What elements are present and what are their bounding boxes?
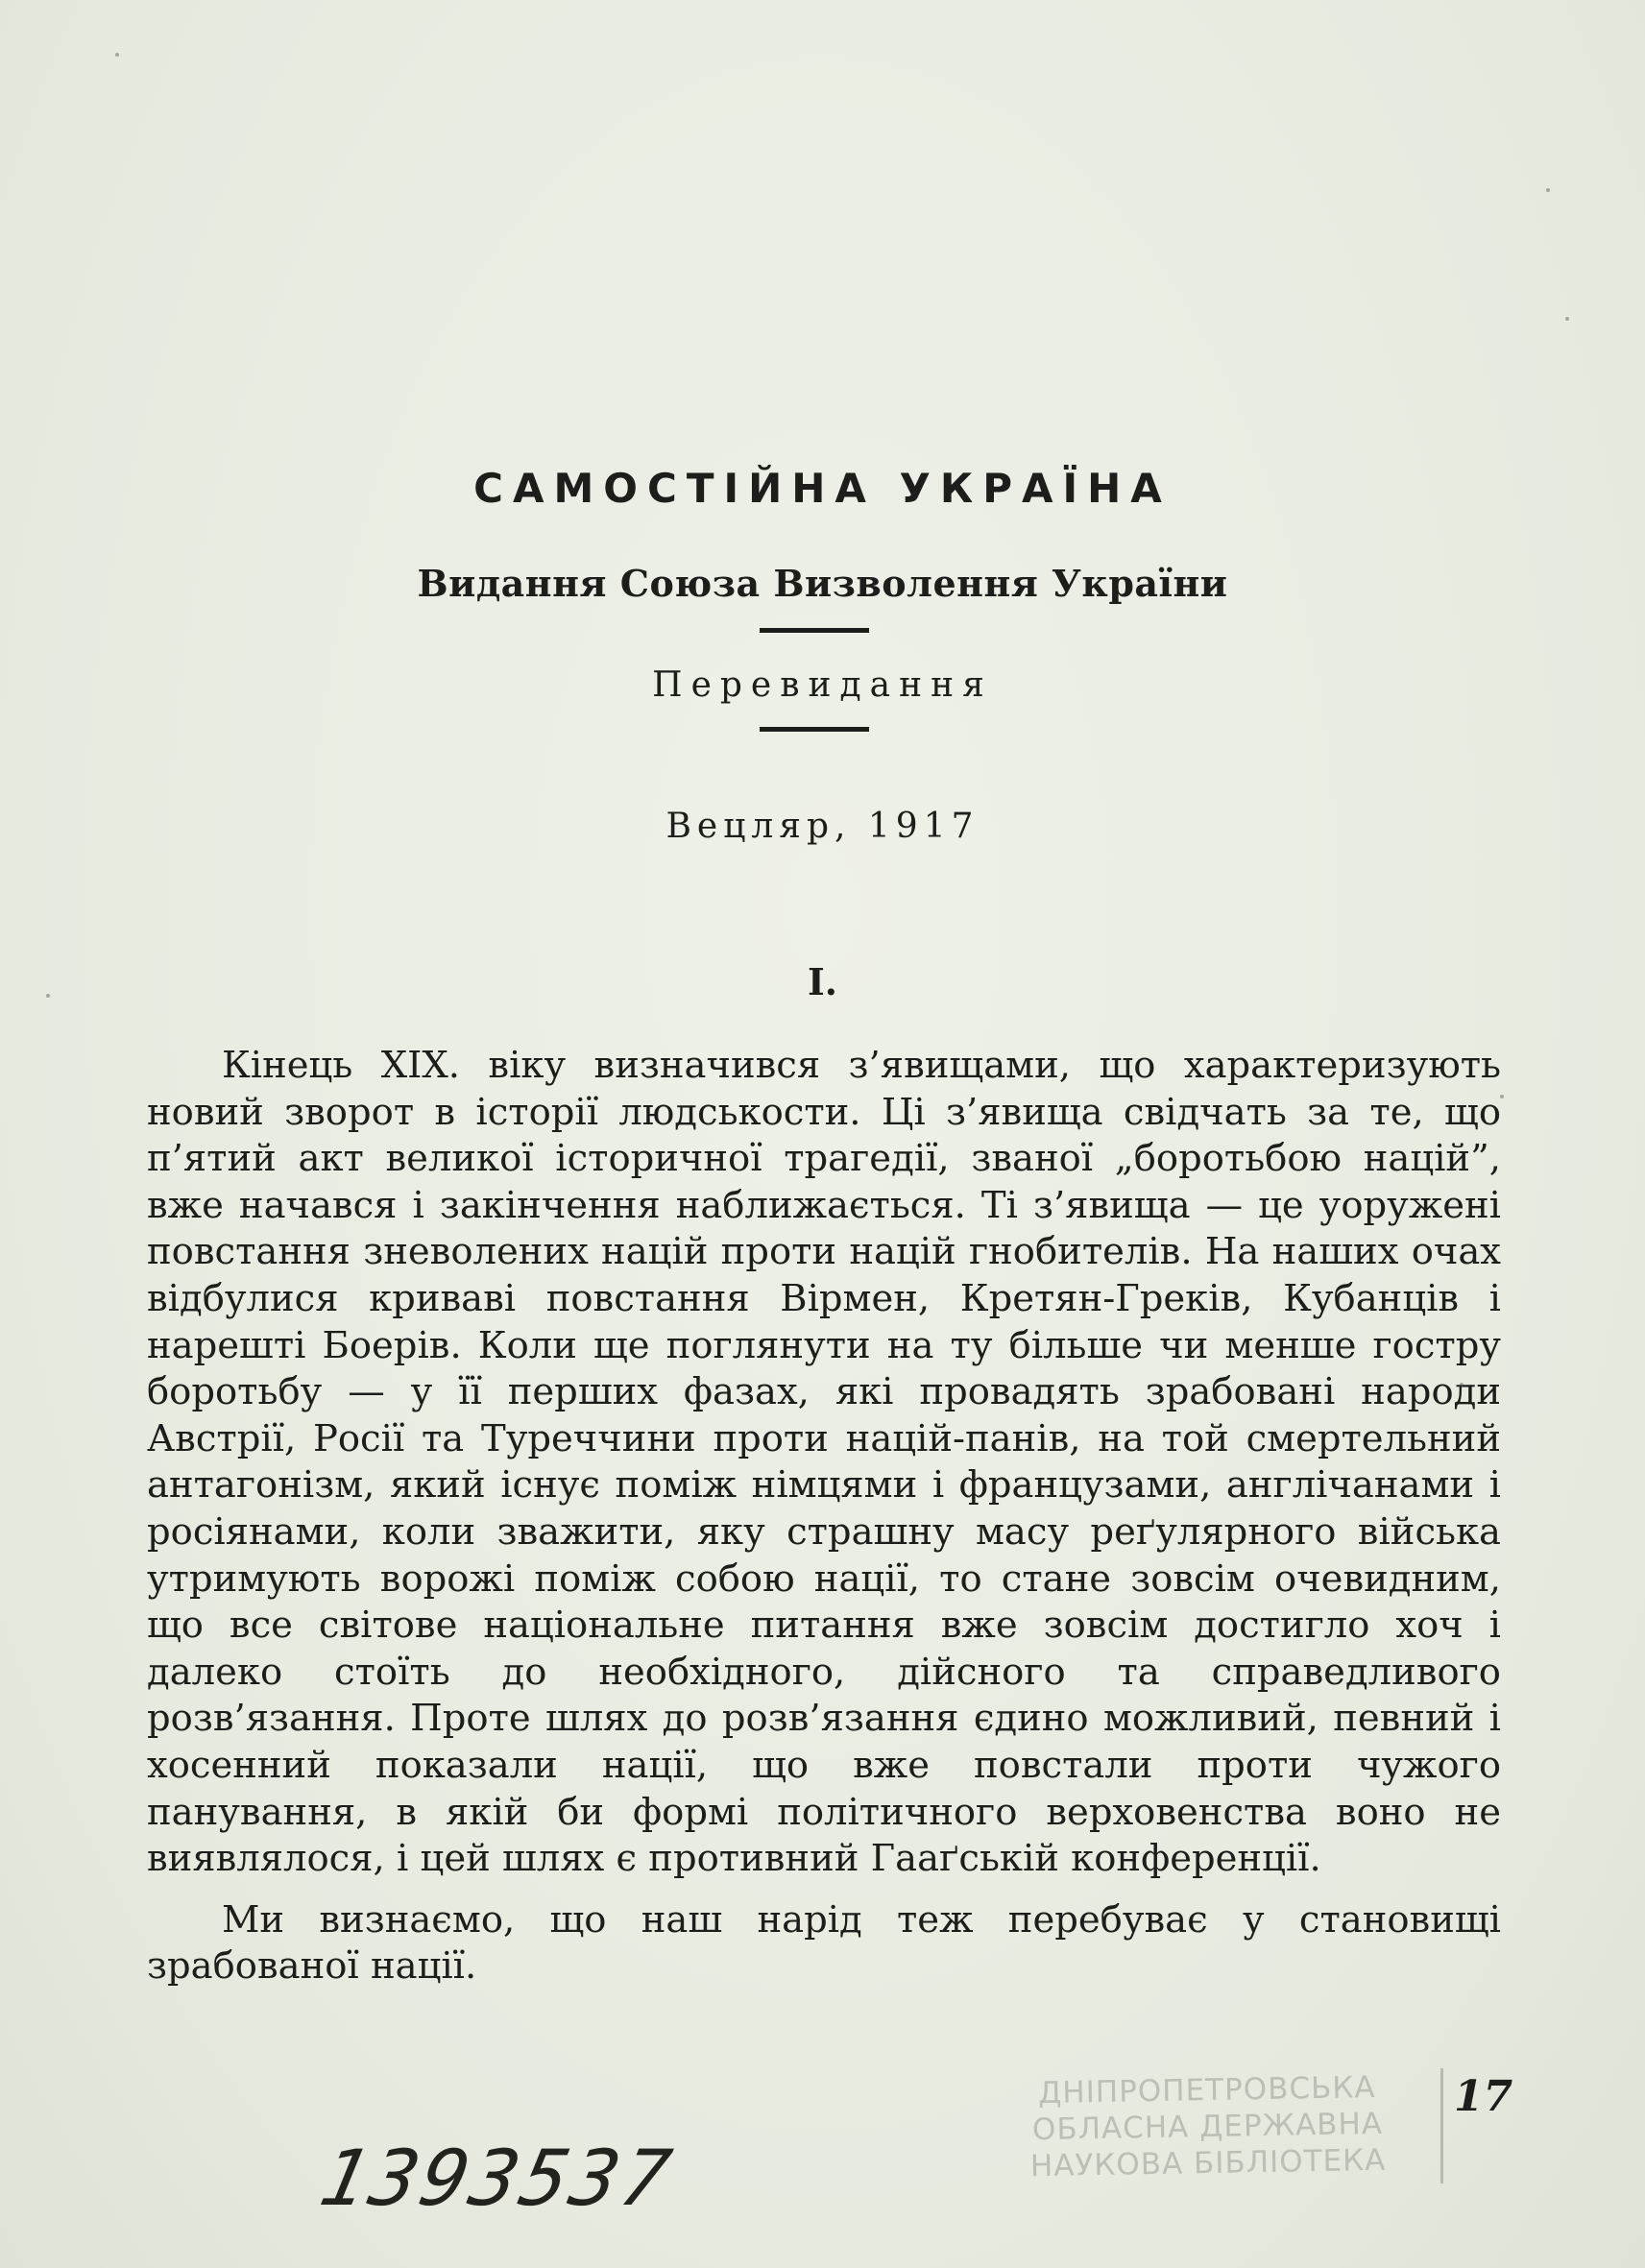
- document-title: САМОСТІЙНА УКРАЇНА: [473, 465, 1172, 512]
- paragraph: Кінець XIX. віку визначився з’явищами, що характеризують новий зворот в історії людськости. Ці з’явища свідчать за те, що п’ятий акт великої історичної трагедії, званої „боротьбою націй”, вже начався і закінчення наближається. Ті з’явища — це уоружені повстання зневолених націй проти націй гнобителів. На наших очах відбулися криваві повстання Вірмен, Кретян-Греків, Кубанців і нарешті Боерів. Коли ще поглянути на ту більше чи менше гостру боротьбу — у її перших фазах, які провадять зрабовані народи Австрії, Росії та Туреччини проти націй-панів, на той смертельний антагонізм, який існує поміж німцями і французами, англічанами і росіянами, коли зважити, яку страшну масу реґулярного війська утримують ворожі поміж собою нації, то стане зовсім очевидним, що все світове національне питання вже зовсім достигло хоч і далеко стоїть до необхідного, дійсного та справедливого розв’язання. Проте шлях до розв’язання єдино можливий, певний і хосенний показали нації, що вже повстали проти чужого панування, в якій би формі політичного верховенства воно не виявлялося, і цей шлях є противний Гааґській конференції.: [147, 1044, 1501, 1881]
- place-year: Вецляр, 1917: [665, 807, 980, 846]
- paragraph: Ми визнаємо, що наш нарід теж перебуває у становищі зрабованої нації.: [147, 1897, 1501, 1989]
- section-number: I.: [807, 960, 837, 1003]
- stamp-line: НАУКОВА БІБЛІОТЕКА: [1029, 2142, 1387, 2184]
- paper-speck: [1565, 317, 1569, 321]
- library-stamp: [948, 2067, 1469, 2239]
- stamp-line: ДНІПРОПЕТРОВСЬКА: [1037, 2069, 1376, 2111]
- divider-rule: [760, 628, 869, 633]
- body-text: [147, 1043, 1501, 1991]
- handwritten-inventory-number: 1393537: [312, 2134, 683, 2223]
- paper-speck: [1546, 188, 1550, 192]
- publisher-subtitle: Видання Союза Визволення України: [417, 562, 1228, 605]
- paper-speck: [1460, 1383, 1464, 1387]
- page-number: 17: [1454, 2072, 1513, 2121]
- paper-speck: [46, 994, 50, 998]
- paper-speck: [1500, 1095, 1504, 1098]
- edition-label: Перевидання: [652, 665, 993, 705]
- paper-speck: [115, 53, 119, 57]
- stamp-line: ОБЛАСНА ДЕРЖАВНА: [1031, 2106, 1384, 2148]
- stamp-border: [1440, 2068, 1451, 2184]
- divider-rule: [760, 727, 869, 732]
